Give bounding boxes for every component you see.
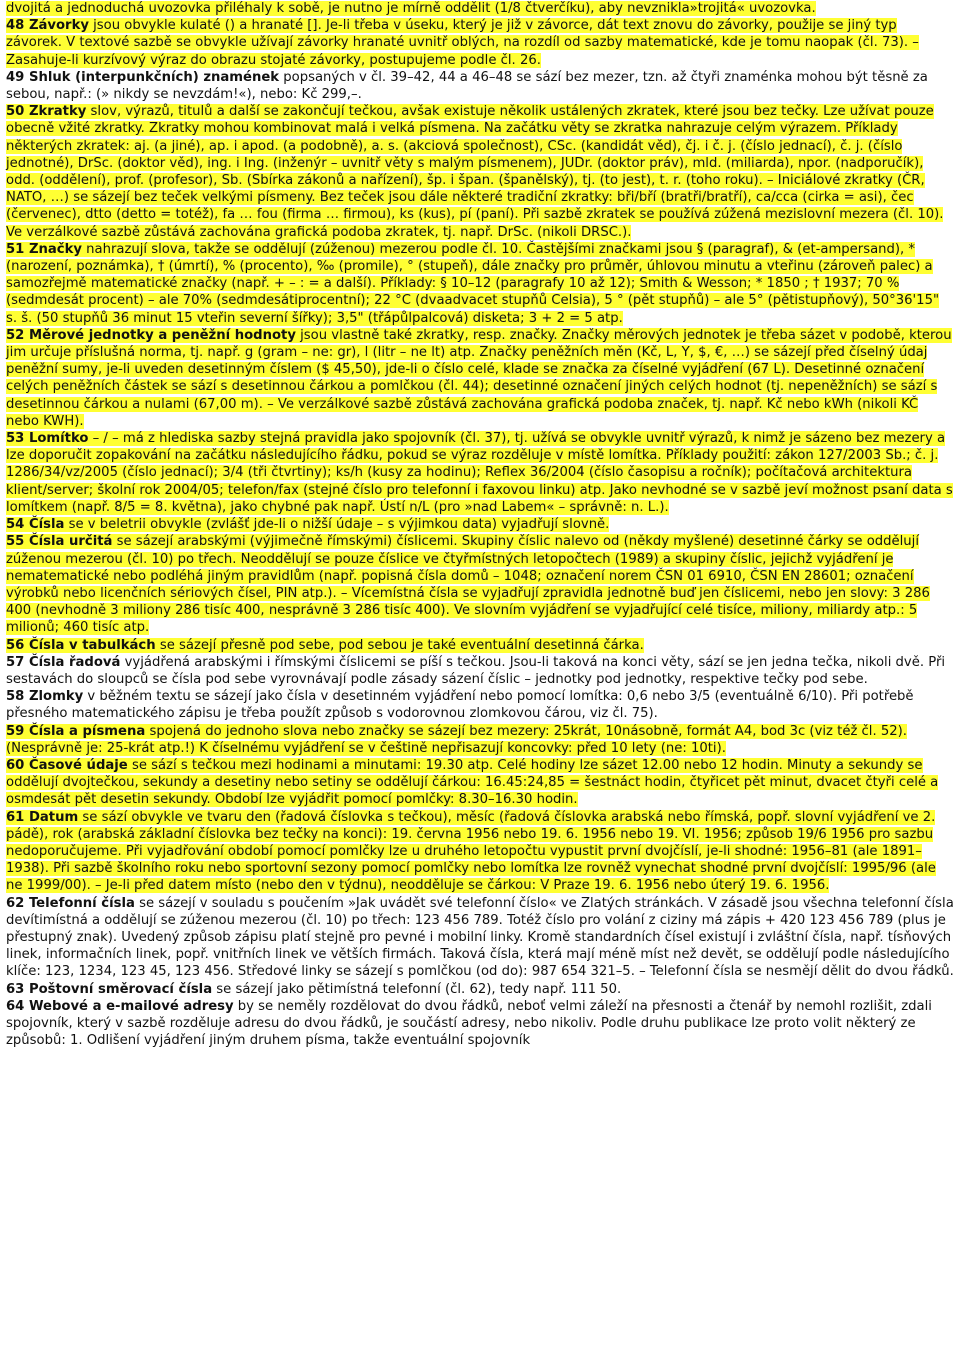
paragraph-text: v běžném textu se sázejí jako čísla v desetinném vyjádření nebo pomocí lomítka: 0,6 nebo 3/5 (eventuálně 6/10). Při potřebě přesného matematického zápisu je třeba použít způsob s vodorovnou zlomkovou čárou, viz čl. 75).	[6, 689, 914, 722]
section-heading: 59 Čísla a písmena	[6, 723, 146, 739]
paragraph-text: se sází s tečkou mezi hodinami a minutami: 19.30 atp. Celé hodiny lze sázet 12.00 nebo 12 hodin. Minuty a sekundy se oddělují dvojtečkou, sekundy a desetiny nebo setiny se oddělují čárkou: 16.45:24,85 = šestnáct hodin, čtyřicet pět minut, dvacet čtyři celé a osmdesát pět desetin sekundy. Období lze vyjádřit pomocí pomlčky: 8.30–16.30 hodin.	[6, 757, 939, 808]
section-heading: 61 Datum	[6, 809, 79, 825]
paragraph-p56	[6, 637, 954, 654]
paragraph-text: se sázejí arabskými (výjimečně římskými) číslicemi. Skupiny číslic nalevo od (někdy myšlené) desetinné čárky se oddělují zúženou mezerou (čl. 10) po třech. Neoddělují se pouze číslice ve čtyřmístných letopočtech (1989) a skupiny číslic, jejichž vyjádření je nematematické nebo podléhá jiným pravidlům (např. popisná čísla domů – 1048; označení norem ČSN 01 6910, ČSN EN 28601; označení výrobků nebo licenčních sériových čísel, PIN atp.). – Vícemístná čísla se vyjadřují zpravidla jednotně buď jen číslicemi, nebo jen slovy: 3 286 400 (nevhodně 3 miliony 286 tisíc 400, nesprávně 3 286 tisíc 400). Ve slovním vyjádření se vyjadřující celé tisíce, miliony, miliardy atp.: 5 milionů; 460 tisíc atp.	[6, 534, 930, 636]
paragraph-text: – / – má z hlediska sazby stejná pravidla jako spojovník (čl. 37), tj. užívá se obvykle uvnitř výrazů, k nimž je sázeno bez mezery a lze doporučit zopakování na začátku následujícího řádku, pokud se výraz rozděluje v místě lomítka. Příklady použití: zákon 127/2003 Sb.; č. j. 1286/34/vz/2005 (číslo jednací); 3/4 (tři čtvrtiny); ks/h (kusy za hodinu); Reflex 36/2004 (číslo časopisu a ročník); počítačová architektura klient/server; školní rok 2004/05; telefon/fax (stejné číslo pro telefonní i faxovou linku) atp. Jako nevhodné se v sazbě jeví možnost psaní data s lomítkem (např. 8/5 = 8. května), jako chybné pak např. Ústí n/L (pro »nad Labem« – správně: n. L.).	[6, 431, 953, 515]
paragraph-p62	[6, 895, 954, 981]
section-heading: 60 Časové údaje	[6, 757, 128, 773]
paragraph-p52	[6, 327, 954, 430]
paragraph-p50	[6, 103, 954, 241]
paragraph-text: se sázejí přesně pod sebe, pod sebou je také eventuální desetinná čárka.	[155, 637, 644, 653]
section-heading: 51 Značky	[6, 241, 82, 257]
paragraph-p63	[6, 981, 954, 998]
section-heading: 57 Čísla řadová	[6, 654, 121, 670]
section-heading: 58 Zlomky	[6, 689, 84, 705]
section-heading: 64 Webové a e-mailové adresy	[6, 998, 234, 1014]
paragraph-text: vyjádřená arabskými i římskými číslicemi se píší s tečkou. Jsou-li taková na konci věty, sází se jen jedna tečka, nikoli dvě. Při sestavách do sloupců se čísla pod sebe vyrovnávají podle zásady sázení číslic – jednotky pod jednotky, respektive tečky pod sebe.	[6, 654, 946, 687]
paragraph-text: se v beletrii obvykle (zvlášť jde-li o nižší údaje – s výjimkou data) vyjadřují slovně.	[64, 517, 610, 533]
paragraph-p51	[6, 241, 954, 327]
section-heading: 54 Čísla	[6, 517, 65, 533]
paragraph-p57	[6, 654, 954, 688]
paragraph-p48	[6, 17, 954, 69]
section-heading: 49 Shluk (interpunkčních) znamének	[6, 69, 280, 85]
paragraph-text: se sází obvykle ve tvaru den (řadová číslovka s tečkou), měsíc (řadová číslovka arabská nebo římská, popř. slovní vyjádření ve 2. pádě), rok (arabská základní číslovka bez tečky na konci): 19. června 1956 nebo 19. 6. 1956 nebo 19. VI. 1956; způsob 19/6 1956 pro sazbu nedoporučujeme. Při vyjadřování období pomocí pomlčky lze u druhého letopočtu vypustit první dvojčíslí, je-li shodné: 1956–81 (ale 1891–1938). Při sazbě školního roku nebo sportovní sezony pomocí pomlčky nebo lomítka lze rovněž vynechat shodné první dvojčíslí: 1995/96 (ale ne 1999/00). – Je-li před datem místo (nebo den v týdnu), neodděluje se čárkou: V Praze 19. 6. 1956 nebo úterý 19. 6. 1956.	[6, 809, 936, 894]
paragraph-text: popsaných v čl. 39–42, 44 a 46–48 se sází bez mezer, tzn. až čtyři znaménka mohou být těsně za sebou, např.: (» nikdy se nevzdám!«), nebo: Kč 299,–.	[6, 69, 928, 103]
paragraph-text: se sázejí jako pětimístná telefonní (čl. 62), tedy např. 111 50.	[212, 981, 622, 997]
paragraph-p64	[6, 998, 954, 1050]
paragraph-p59	[6, 723, 954, 757]
paragraph-text: V textové sazbě se obvykle užívají závorky hranaté uvnitř oblých, na rozdíl od sazby matematické, kde je tomu naopak (čl. 73).	[61, 35, 909, 51]
paragraph-text: dvojitá a jednoduchá uvozovka přiléhaly k sobě, je nutno je mírně oddělit (1/8 čtverčíku), aby nevznikla»trojitá« uvozovka.	[6, 1, 816, 16]
section-heading: 62 Telefonní čísla	[6, 895, 135, 911]
paragraph-text: jsou obvykle kulaté () a hranaté []. Je-li třeba v úseku, který je již v závorce, dát text znovu do závorky, použije se jiný typ závorek.	[6, 18, 897, 51]
paragraph-text: se sázejí v souladu s poučením »Jak uvádět své telefonní číslo« ve Zlatých stránkách. V zásadě jsou všechna telefonní čísla devítimístná a oddělují se zúženou mezerou (čl. 10) po třech: 123 456 789. Totéž číslo pro volání z ciziny má zápis + 420 123 456 789 (plus je přestupný znak). Uvedený způsob zápisu platí stejně pro pevné i mobilní linky. Kromě standardních čísel existují i zvláštní čísla, např. tísňových linek, informačních linek, popř. vnitřních linek ve větších firmách. Taková čísla, která mají méně míst než devět, se oddělují podle následujícího klíče: 123, 1234, 123 45, 123 456. Středové linky se sázejí s pomlčkou (od do): 987 654 321–5. – Telefonní čísla se nesmějí dělit do dvou řádků.	[6, 895, 954, 980]
section-heading: 52 Měrové jednotky a peněžní hodnoty	[6, 327, 296, 343]
paragraph-text: jsou vlastně také zkratky, resp. značky. Značky měrových jednotek je třeba sázet v podobě, kterou jim určuje příslušná norma, tj. např. g (gram – ne: gr), l (litr – ne lt) atp. Značky peněžních měn (Kč, L, Y, $, €, …) se sázejí před číselný údaj peněžní sumy, je-li uveden desetinným číslem ($ 45,50), jde-li o číslo celé, klade se značka za číselné vyjádření (67 L). Desetinné označení celých peněžních částek se sází s desetinnou čárkou a pomlčkou (čl. 44); desetinné označení jiných celých hodnot (tj. nepeněžních) se sází s desetinnou čárkou a nulami (67,00 m). – Ve verzálkové sazbě zůstává zachována grafická podoba značek, tj. např. Kč nebo kWh (nikoli KČ nebo KWH).	[6, 327, 952, 429]
section-heading: 48 Závorky	[6, 18, 89, 34]
section-heading: 53 Lomítko	[6, 431, 89, 447]
paragraph-p60	[6, 757, 954, 809]
paragraph-p61	[6, 809, 954, 895]
paragraph-p0	[6, 0, 954, 17]
paragraph-p55	[6, 533, 954, 636]
section-heading: 63 Poštovní směrovací čísla	[6, 981, 213, 997]
paragraph-p53	[6, 430, 954, 516]
paragraph-text: by se neměly rozdělovat do dvou řádků, neboť velmi záleží na přesnosti a čtenář by nemohl rozlišit, zdali spojovník, který v sazbě rozděluje adresu do dvou řádků, je součástí adresy, nebo nikoliv. Podle druhu publikace lze proto volit některý ze způsobů: 1. Odlišení vyjádření jiným druhem písma, takže eventuální spojovník	[6, 998, 932, 1049]
paragraph-p49	[6, 69, 954, 103]
paragraph-p58	[6, 688, 954, 722]
paragraph-text: slov, výrazů, titulů a další se zakončují tečkou, avšak existuje několik ustálených zkratek, které jsou bez tečky. Lze užívat pouze obecně vžité zkratky. Zkratky mohou kombinovat malá i velká písmena. Na začátku věty se zkratka nahrazuje celým výrazem. Příklady některých zkratek: aj. (a jiné), ap. i apod. (a podobně), a. s. (akciová společnost), CSc. (kandidát věd), čj. i č. j. (číslo jednací), č. j. (číslo jednotné), DrSc. (doktor věd), ing. i Ing. (inženýr – uvnitř věty s malým písmenem), JUDr. (doktor práv), mld. (miliarda), npor. (nadporučík), odd. (oddělení), prof. (profesor), Sb. (Sbírka zákonů a nařízení), šp. i špan. (španělský), tj. (to jest), t. r. (toho roku). – Iniciálové zkratky (ČR, NATO, …) se sázejí bez teček velkými písmeny. Bez teček jsou dále některé tradiční zkratky: bři/bří (bratři/bratří), ca/cca (cirka = asi), čec (červenec), dtto (detto = totéž), fa … fou (firma … firmou), ks (kus), pí (paní). Při sazbě zkratek se používá zúžená mezislovní mezera (čl. 10). Ve verzálkové sazbě zůstává zachována grafická podoba zkratek, tj. např. DrSc. (nikoli DRSC.).	[6, 104, 944, 240]
paragraph-p54	[6, 516, 954, 533]
paragraph-text: – Zasahuje-li kurzívový výraz do obrazu stojaté závorky, postupujeme podle čl. 26.	[6, 35, 919, 68]
section-heading: 55 Čísla určitá	[6, 534, 113, 550]
section-heading: 56 Čísla v tabulkách	[6, 637, 156, 653]
section-heading: 50 Zkratky	[6, 104, 87, 120]
paragraph-text: nahrazují slova, takže se oddělují (zúženou) mezerou podle čl. 10. Častějšími značkami jsou § (paragraf), & (et-ampersand), * (narození, poznámka), † (úmrtí), % (procento), ‰ (promile), ° (stupeň), dále značky pro průměr, úhlovou minutu a vteřinu (zároveň palec) a samozřejmě matematické značky (např. + – : = a další). Příklady: § 10–12 (paragrafy 10 až 12); Smith & Wesson; * 1850 ; † 1937; 70 % (sedmdesát procent) – ale 70% (sedmdesátiprocentní); 22 °C (dvaadvacet stupňů Celsia), 5 ° (pět stupňů) – ale 5° (pětistupňový), 50°36'15" s. š. (50 stupňů 36 minut 15 vteřin severní šířky); 3,5" (třápůlpalcová) disketa; 3 + 2 = 5 atp.	[6, 241, 940, 326]
paragraph-text: spojená do jednoho slova nebo značky se sázejí bez mezery: 25krát, 10násobně, formát A4, bod 3c (viz též čl. 52). (Nesprávně je: 25-krát atp.!) K číselnému vyjádření se v češtině nepřisazují koncovky: před 10 lety (ne: 10ti).	[6, 723, 907, 756]
